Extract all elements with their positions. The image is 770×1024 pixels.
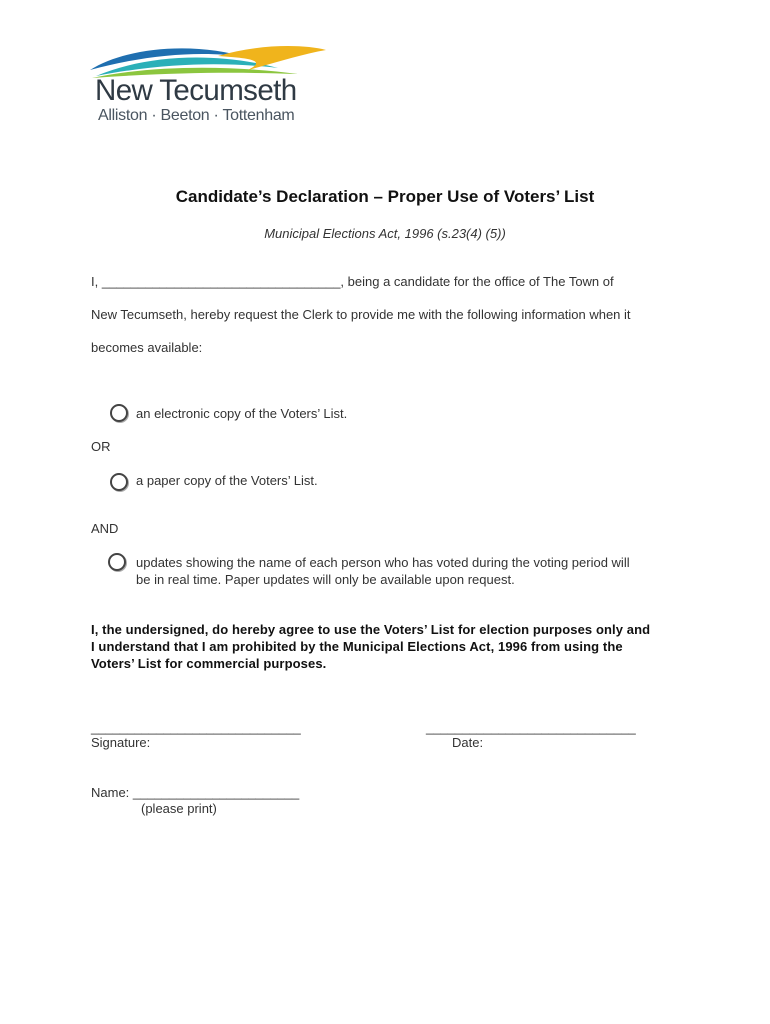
document-title: Candidate’s Declaration – Proper Use of Voters’ List: [175, 187, 595, 206]
and-label: AND: [91, 521, 119, 536]
updates-label-line-1: updates showing the name of each person who has voted during the voting period will: [136, 555, 630, 570]
intro-line-2: New Tecumseth, hereby request the Clerk to provide me with the following information when it: [91, 307, 631, 322]
name-hint: (please print): [141, 801, 217, 816]
document-subtitle: Municipal Elections Act, 1996 (s.23(4) (5)): [264, 226, 506, 241]
agreement-line-3: Voters’ List for commercial purposes.: [91, 656, 327, 671]
date-label: Date:: [452, 735, 484, 750]
signature-line[interactable]: _____________________________: [91, 720, 301, 735]
electronic-copy-radio[interactable]: [110, 404, 128, 422]
agreement-line-1: I, the undersigned, do hereby agree to use the Voters’ List for election purposes only and: [91, 622, 651, 637]
or-label: OR: [91, 439, 111, 454]
agreement-statement: [91, 621, 691, 672]
logo-wordmark: New Tecumseth: [95, 74, 297, 107]
paper-copy-radio[interactable]: [110, 473, 128, 491]
agreement-line-2: I understand that I am prohibited by the Municipal Elections Act, 1996 from using the: [91, 639, 623, 654]
name-field[interactable]: Name: _______________________: [91, 785, 300, 800]
date-line[interactable]: _____________________________: [426, 720, 636, 735]
logo-towns-tagline: Alliston · Beeton · Tottenham: [98, 107, 295, 124]
town-logo: [88, 40, 333, 130]
intro-line-3: becomes available:: [91, 340, 203, 355]
paper-copy-label: a paper copy of the Voters’ List.: [136, 473, 318, 488]
electronic-copy-label: an electronic copy of the Voters’ List.: [136, 406, 348, 421]
updates-radio[interactable]: [108, 553, 126, 571]
updates-label-line-2: be in real time. Paper updates will only be available upon request.: [136, 572, 515, 587]
intro-line-1: I, _________________________________, being a candidate for the office of The Town of: [91, 274, 614, 289]
signature-label: Signature:: [91, 735, 151, 750]
